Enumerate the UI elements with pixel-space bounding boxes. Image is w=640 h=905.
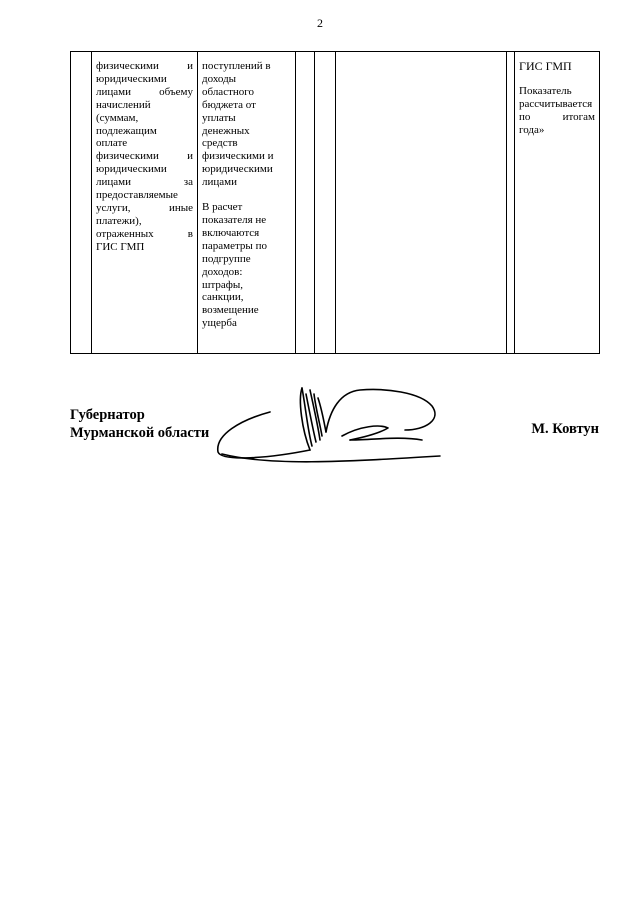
text-line: показателя не xyxy=(202,213,267,226)
text-line: начислений xyxy=(96,98,151,111)
text-line: юридическими xyxy=(96,163,167,176)
text-line: оплате xyxy=(96,137,128,150)
handwritten-signature-icon xyxy=(210,380,450,470)
table-cell-source xyxy=(515,52,600,354)
text-line: уплаты xyxy=(202,111,236,124)
table-row xyxy=(71,52,600,354)
table-cell-empty xyxy=(315,52,336,354)
page-number: 2 xyxy=(317,16,323,30)
text-line: бюджета от xyxy=(202,98,256,111)
position-line-1: Губернатор xyxy=(70,407,145,423)
text-line: отраженных в xyxy=(96,227,193,240)
source-title: ГИС ГМП xyxy=(519,59,572,73)
text-line: (суммам, xyxy=(96,111,139,124)
table-cell-method xyxy=(198,52,296,354)
text-line: подгруппе xyxy=(202,252,251,265)
text-line: юридическими xyxy=(202,163,273,176)
text-line: года» xyxy=(519,123,545,136)
signature-block xyxy=(70,400,599,470)
text-line: возмещение xyxy=(202,304,259,317)
text-line: включаются xyxy=(202,226,260,239)
text-line: лицами за xyxy=(96,176,193,189)
text-line: подлежащим xyxy=(96,124,157,137)
method-text xyxy=(202,60,291,189)
table-cell-number xyxy=(71,52,92,354)
table-cell-empty xyxy=(336,52,507,354)
text-line: платежи), xyxy=(96,214,142,227)
text-line: санкции, xyxy=(202,291,244,304)
text-line: рассчитывается xyxy=(519,97,593,110)
text-line: поступлений в xyxy=(202,60,271,72)
text-line: физическими и xyxy=(96,150,193,163)
text-line: физическими и xyxy=(202,150,274,163)
text-line: лицами объему xyxy=(96,85,193,98)
text-line: средств xyxy=(202,137,238,150)
text-line: юридическими xyxy=(96,72,167,85)
signatory-name: М. Ковтун xyxy=(531,421,599,437)
text-line: областного xyxy=(202,85,255,98)
position-line-2: Мурманской области xyxy=(70,425,210,441)
text-line: ГИС ГМП xyxy=(96,240,145,253)
text-line: физическими и xyxy=(96,60,193,72)
text-line: лицами xyxy=(202,176,237,189)
text-line: доходы xyxy=(202,72,237,85)
table-cell-description xyxy=(92,52,198,354)
text-line: ущерба xyxy=(202,317,237,330)
method-exclusion-text xyxy=(202,201,291,330)
description-text xyxy=(96,60,193,254)
text-line: предоставляемые xyxy=(96,189,178,202)
text-line: В расчет xyxy=(202,201,243,214)
text-line: параметры по xyxy=(202,239,267,252)
table-cell-empty xyxy=(296,52,315,354)
table-cell-empty xyxy=(507,52,515,354)
signatory-position xyxy=(70,406,209,442)
source-note xyxy=(519,85,595,137)
text-line: доходов: xyxy=(202,265,243,278)
text-line: штрафы, xyxy=(202,278,244,291)
indicator-table xyxy=(70,51,600,354)
text-line: Показатель xyxy=(519,84,572,97)
text-line: по итогам xyxy=(519,110,595,123)
text-line: услуги, иные xyxy=(96,201,193,214)
text-line: денежных xyxy=(202,124,250,137)
